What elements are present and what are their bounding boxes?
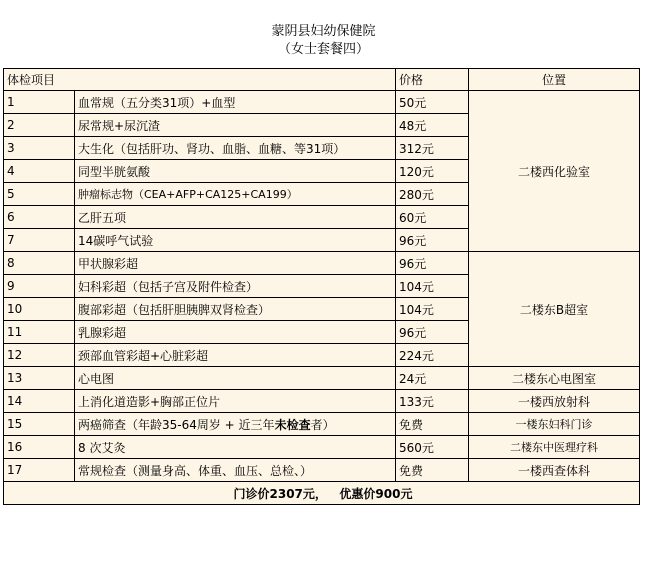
- row-number: 14: [4, 390, 75, 413]
- footer-row: [4, 482, 640, 505]
- row-number: 2: [4, 114, 75, 137]
- row-number: 9: [4, 275, 75, 298]
- row-item: 妇科彩超（包括子宫及附件检查）: [75, 275, 396, 298]
- row-price: 104元: [396, 298, 469, 321]
- table-row: [4, 390, 640, 413]
- row-price: 60元: [396, 206, 469, 229]
- row-item: 颈部血管彩超+心脏彩超: [75, 344, 396, 367]
- location-physical: 一楼西查体科: [469, 459, 640, 482]
- row-number: 16: [4, 436, 75, 459]
- row-item-post: 者）: [310, 417, 335, 432]
- row-price: 免费: [396, 459, 469, 482]
- row-price: 96元: [396, 321, 469, 344]
- location-ultrasound: 二楼东B超室: [469, 252, 640, 367]
- table-row: [4, 252, 640, 275]
- row-number: 3: [4, 137, 75, 160]
- row-item-pre: 两癌筛查（年龄35-64周岁 + 近三年: [78, 417, 275, 432]
- row-number: 15: [4, 413, 75, 436]
- row-item-bold: 未检查: [274, 417, 311, 432]
- row-price: 96元: [396, 229, 469, 252]
- row-item: 同型半胱氨酸: [75, 160, 396, 183]
- row-item: 肿瘤标志物（CEA+AFP+CA125+CA199）: [75, 183, 396, 206]
- row-number: 6: [4, 206, 75, 229]
- location-ecg: 二楼东心电图室: [469, 367, 640, 390]
- row-item: [75, 413, 396, 436]
- row-number: 7: [4, 229, 75, 252]
- header-location: 位置: [469, 69, 640, 91]
- row-number: 12: [4, 344, 75, 367]
- row-item: 乙肝五项: [75, 206, 396, 229]
- row-item: 心电图: [75, 367, 396, 390]
- row-number: 17: [4, 459, 75, 482]
- table-row: [4, 413, 640, 436]
- row-price: 104元: [396, 275, 469, 298]
- exam-table: [3, 68, 640, 505]
- package-subtitle: （女士套餐四）: [277, 42, 369, 57]
- row-number: 1: [4, 91, 75, 114]
- hospital-title: 蒙阴县妇幼保健院: [271, 24, 376, 39]
- location-radiology: 一楼西放射科: [469, 390, 640, 413]
- row-item: 8 次艾灸: [75, 436, 396, 459]
- row-number: 4: [4, 160, 75, 183]
- row-number: 11: [4, 321, 75, 344]
- row-item: 腹部彩超（包括肝胆胰脾双肾检查）: [75, 298, 396, 321]
- table-row: [4, 436, 640, 459]
- row-price: 560元: [396, 436, 469, 459]
- row-number: 5: [4, 183, 75, 206]
- row-item: 常规检查（测量身高、体重、血压、总检、）: [75, 459, 396, 482]
- table-row: [4, 91, 640, 114]
- row-price: 133元: [396, 390, 469, 413]
- table-row: [4, 367, 640, 390]
- row-number: 13: [4, 367, 75, 390]
- row-price: 312元: [396, 137, 469, 160]
- row-number: 10: [4, 298, 75, 321]
- location-lab: 二楼西化验室: [469, 91, 640, 252]
- table-row: [4, 459, 640, 482]
- row-item: 尿常规+尿沉渣: [75, 114, 396, 137]
- header-price: 价格: [396, 69, 469, 91]
- row-price: 120元: [396, 160, 469, 183]
- row-price: 50元: [396, 91, 469, 114]
- row-item: 14碳呼气试验: [75, 229, 396, 252]
- row-price: 24元: [396, 367, 469, 390]
- row-item: 大生化（包括肝功、肾功、血脂、血糖、等31项）: [75, 137, 396, 160]
- row-price: 224元: [396, 344, 469, 367]
- row-price: 48元: [396, 114, 469, 137]
- price-summary: 门诊价2307元， 优惠价900元: [4, 482, 640, 505]
- row-item: 乳腺彩超: [75, 321, 396, 344]
- row-item: 上消化道造影+胸部正位片: [75, 390, 396, 413]
- location-tcm: 二楼东中医理疗科: [469, 436, 640, 459]
- row-number: 8: [4, 252, 75, 275]
- row-item: 血常规（五分类31项）+血型: [75, 91, 396, 114]
- row-price: 280元: [396, 183, 469, 206]
- row-item: 甲状腺彩超: [75, 252, 396, 275]
- table-header-row: [4, 69, 640, 91]
- location-gynecology: 一楼东妇科门诊: [469, 413, 640, 436]
- row-price: 免费: [396, 413, 469, 436]
- row-price: 96元: [396, 252, 469, 275]
- header-item: 体检项目: [4, 69, 396, 91]
